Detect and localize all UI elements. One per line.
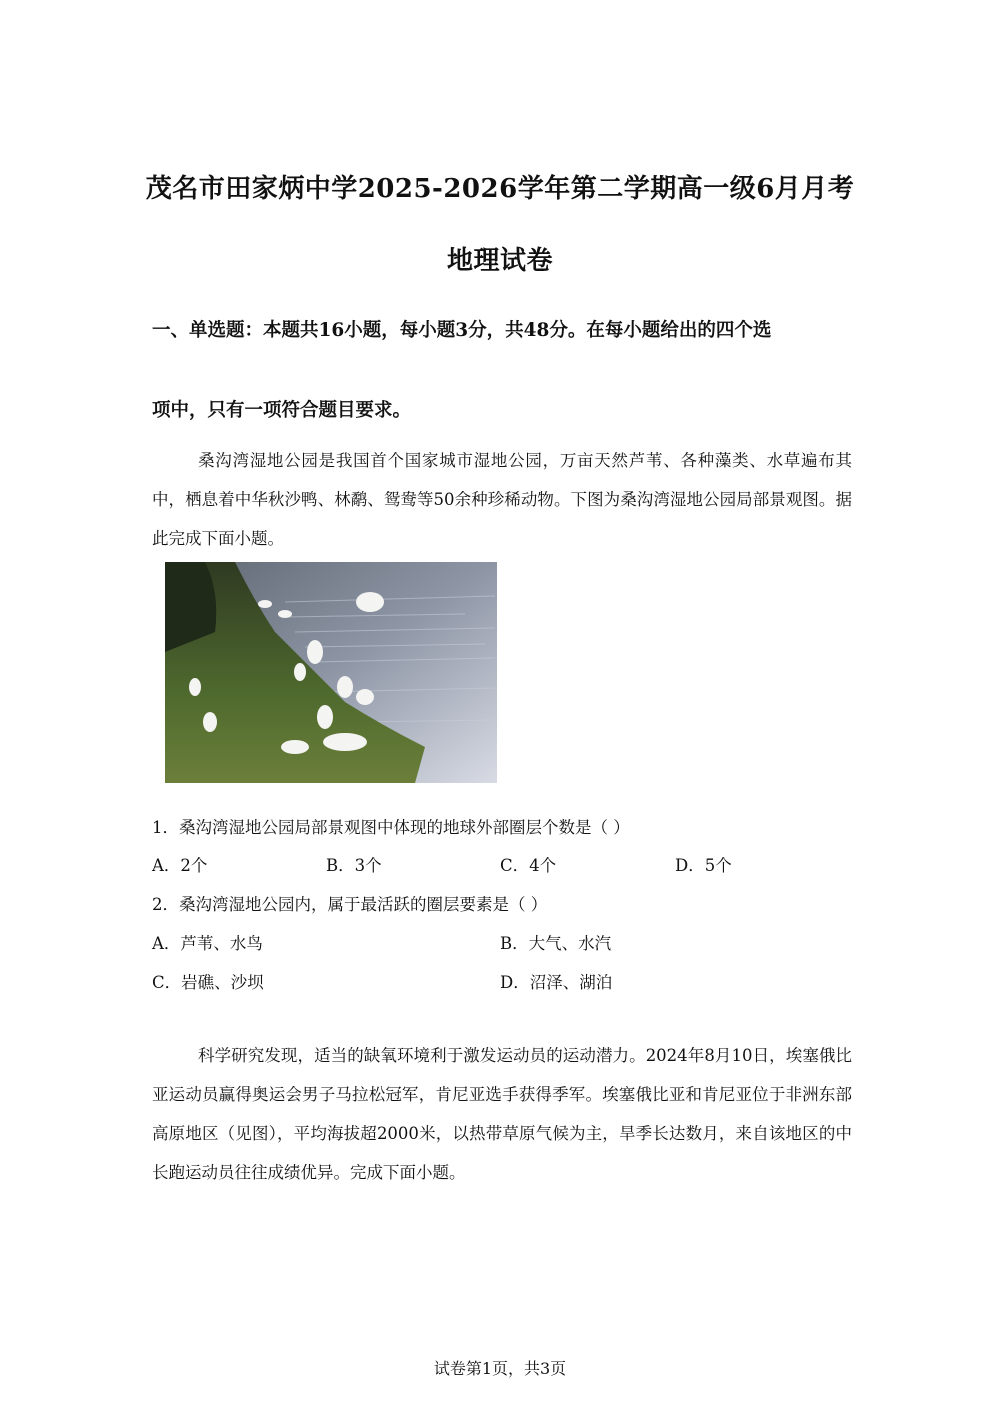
- question-2-option-b: B．大气、水汽: [500, 934, 612, 953]
- wetland-egret-photo: [165, 562, 497, 783]
- question-2-option-c: C．岩礁、沙坝: [152, 973, 264, 992]
- question-1-option-b: B．3个: [326, 856, 382, 875]
- passage-wetland: 桑沟湾湿地公园是我国首个国家城市湿地公园，万亩天然芦苇、各种藻类、水草遍布其中，栖息着中华秋沙鸭、林鹬、鸳鸯等50余种珍稀动物。下图为桑沟湾湿地公园局部景观图。据此完成下面小题。: [152, 451, 852, 548]
- exam-title-line2: 地理试卷: [446, 246, 553, 276]
- section-heading-line2: 项中，只有一项符合题目要求。: [152, 400, 412, 421]
- question-2-stem: 2．桑沟湾湿地公园内，属于最活跃的圈层要素是（ ）: [152, 895, 548, 914]
- question-2-option-d: D．沼泽、湖泊: [500, 973, 613, 992]
- passage-marathon: 科学研究发现，适当的缺氧环境利于激发运动员的运动潜力。2024年8月10日，埃塞俄比亚运动员赢得奥运会男子马拉松冠军，肯尼亚选手获得季军。埃塞俄比亚和肯尼亚位于非洲东部高原地区（见图），平均海拔超2000米，以热带草原气候为主，旱季长达数月，来自该地区的中长跑运动员往往成绩优异。完成下面小题。: [152, 1046, 852, 1182]
- page-footer: 试卷第1页，共3页: [433, 1359, 567, 1378]
- question-1-option-c: C．4个: [500, 856, 557, 875]
- exam-title-line1: 茂名市田家炳中学2025-2026学年第二学期高一级6月月考: [145, 174, 855, 204]
- question-1-option-d: D．5个: [675, 856, 732, 875]
- question-2-option-a: A．芦苇、水鸟: [152, 934, 263, 953]
- question-1-option-a: A．2个: [152, 856, 208, 875]
- section-heading-line1: 一、单选题：本题共16小题，每小题3分，共48分。在每小题给出的四个选: [152, 320, 772, 341]
- question-1-stem: 1．桑沟湾湿地公园局部景观图中体现的地球外部圈层个数是（ ）: [152, 818, 630, 837]
